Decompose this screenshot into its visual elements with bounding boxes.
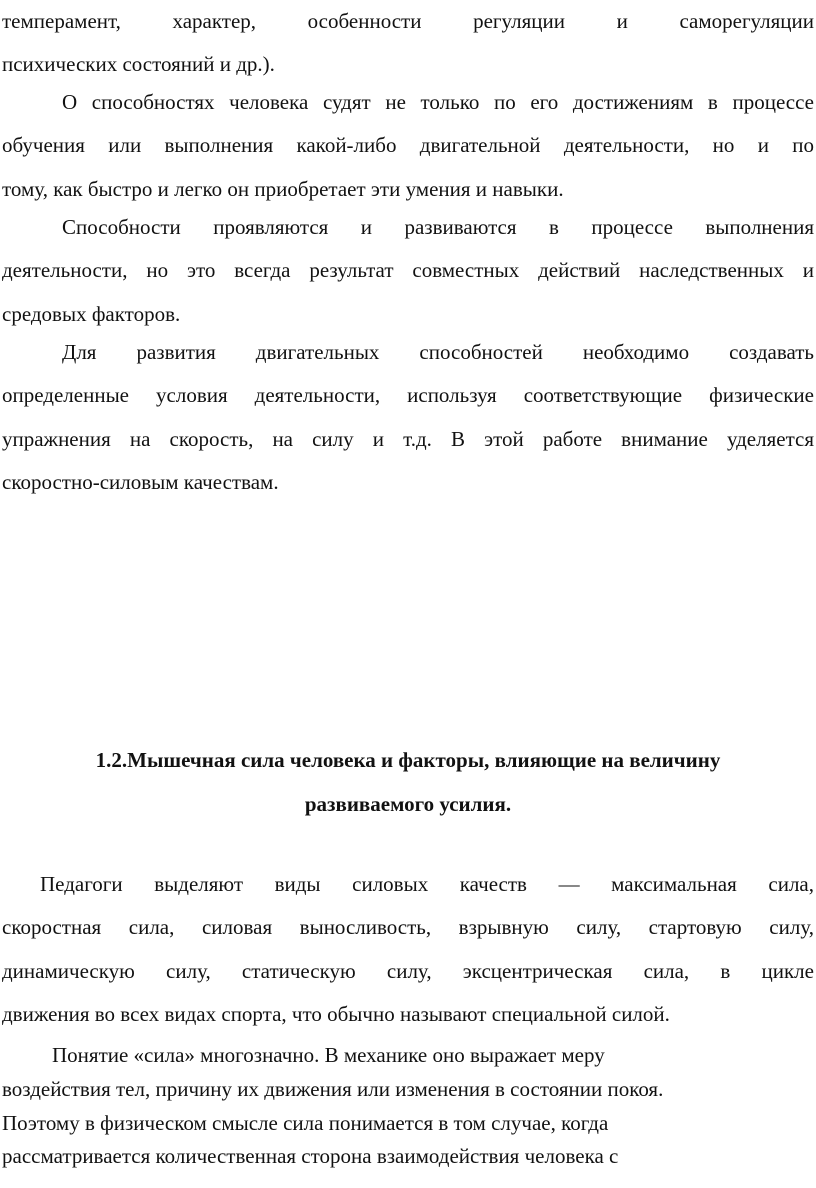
text-line: Поэтому в физическом смысле сила понимается в том случае, когда xyxy=(2,1110,609,1135)
text-line: скоростная сила, силовая выносливость, взрывную силу, стартовую силу, xyxy=(2,915,814,940)
text-line: средовых факторов. xyxy=(2,301,181,326)
text-line: темперамент, характер, особенности регуляции и саморегуляции xyxy=(2,9,814,33)
text-line: обучения или выполнения какой-либо двигательной деятельности, но и по xyxy=(2,133,814,158)
text-line: воздействия тел, причину их движения или изменения в состоянии покоя. xyxy=(2,1076,664,1101)
text-line: тому, как быстро и легко он приобретает эти умения и навыки. xyxy=(2,176,564,201)
paragraph-strength-types xyxy=(2,863,814,1036)
section-heading-line: развиваемого усилия. xyxy=(304,792,512,816)
text-line: психических состояний и др.). xyxy=(2,52,275,77)
text-line: Понятие «сила» многозначно. В механике оно выражает меру xyxy=(52,1043,605,1067)
text-line: упражнения на скорость, на силу и т.д. В этой работе внимание уделяется xyxy=(2,426,814,451)
paragraph-force-concept xyxy=(2,1039,814,1174)
text-line: Для развития двигательных способностей необходимо создавать xyxy=(62,340,814,364)
text-line: динамическую силу, статическую силу, эксцентрическая сила, в цикле xyxy=(2,958,814,983)
text-line: определенные условия деятельности, используя соответствующие физические xyxy=(2,383,814,408)
section-heading xyxy=(0,738,816,826)
paragraph-motor-abilities xyxy=(2,331,814,504)
paragraph-abilities-development xyxy=(2,206,814,336)
paragraph-abilities-judgement xyxy=(2,81,814,211)
text-line: рассматривается количественная сторона взаимодействия человека с xyxy=(2,1144,619,1169)
paragraph-temperament xyxy=(2,0,814,87)
text-line: скоростно-силовым качествам. xyxy=(2,469,279,494)
text-line: деятельности, но это всегда результат совместных действий наследственных и xyxy=(2,258,814,283)
text-line: движения во всех видах спорта, что обычно называют специальной силой. xyxy=(2,1001,670,1026)
section-heading-line: 1.2.Мышечная сила человека и факторы, влияющие на величину xyxy=(95,748,721,772)
text-line: Педагоги выделяют виды силовых качеств — максимальная сила, xyxy=(40,872,814,896)
text-line: О способностях человека судят не только по его достижениям в процессе xyxy=(62,90,814,114)
text-line: Способности проявляются и развиваются в процессе выполнения xyxy=(62,215,814,239)
